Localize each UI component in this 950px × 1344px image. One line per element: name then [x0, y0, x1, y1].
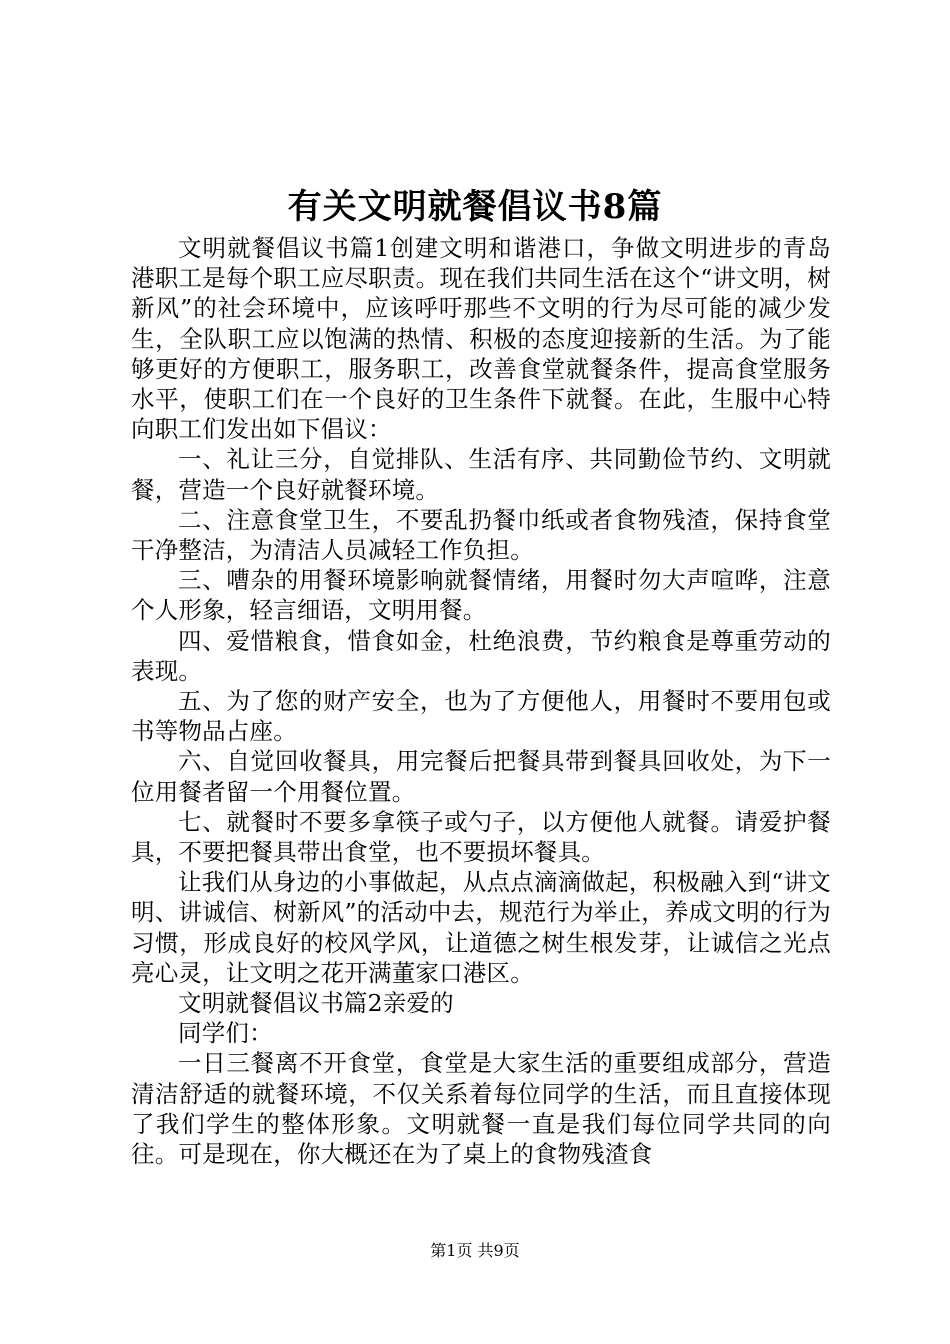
paragraph: 二、注意食堂卫生，不要乱扔餐巾纸或者食物残渣，保持食堂干净整洁，为清洁人员减轻工作负担。: [131, 505, 831, 565]
paragraph: 四、爱惜粮食，惜食如金，杜绝浪费，节约粮食是尊重劳动的表现。: [131, 626, 831, 685]
paragraph: 六、自觉回收餐具，用完餐后把餐具带到餐具回收处，为下一位用餐者留一个用餐位置。: [131, 747, 831, 806]
document-body: [131, 233, 831, 1169]
paragraph: 五、为了您的财产安全，也为了方便他人，用餐时不要用包或书等物品占座。: [131, 687, 831, 746]
paragraph: 一、礼让三分，自觉排队、生活有序、共同勤俭节约、文明就餐，营造一个良好就餐环境。: [131, 445, 831, 504]
paragraph: 七、就餐时不要多拿筷子或勺子，以方便他人就餐。请爱护餐具，不要把餐具带出食堂，也不要损坏餐具。: [131, 807, 831, 867]
page-footer: 第1页 共9页: [430, 1241, 520, 1260]
document-title: 有关文明就餐倡议书8篇: [287, 187, 663, 227]
paragraph: 三、嘈杂的用餐环境影响就餐情绪，用餐时勿大声喧哗，注意个人形象，轻言细语，文明用餐。: [131, 566, 831, 625]
paragraph: 文明就餐倡议书篇1创建文明和谐港口，争做文明进步的青岛港职工是每个职工应尽职责。现在我们共同生活在这个“讲文明，树新风”的社会环境中，应该呼吁那些不文明的行为尽可能的减少发生，全队职工应以饱满的热情、积极的态度迎接新的生活。为了能够更好的方便职工，服务职工，改善食堂就餐条件，提高食堂服务水平，使职工们在一个良好的卫生条件下就餐。在此，生服中心特向职工们发出如下倡议：: [131, 234, 831, 444]
paragraph: 一日三餐离不开食堂，食堂是大家生活的重要组成部分，营造清洁舒适的就餐环境，不仅关系着每位同学的生活，而且直接体现了我们学生的整体形象。文明就餐一直是我们每位同学共同的向往。可是现在，你大概还在为了桌上的食物残渣食: [131, 1049, 831, 1169]
paragraph: 让我们从身边的小事做起，从点点滴滴做起，积极融入到“讲文明、讲诚信、树新风”的活动中去，规范行为举止，养成文明的行为习惯，形成良好的校风学风，让道德之树生根发芽，让诚信之光点亮心灵，让文明之花开满董家口港区。: [131, 868, 831, 987]
paragraph: 文明就餐倡议书篇2亲爱的: [178, 989, 454, 1018]
paragraph: 同学们：: [178, 1019, 273, 1048]
